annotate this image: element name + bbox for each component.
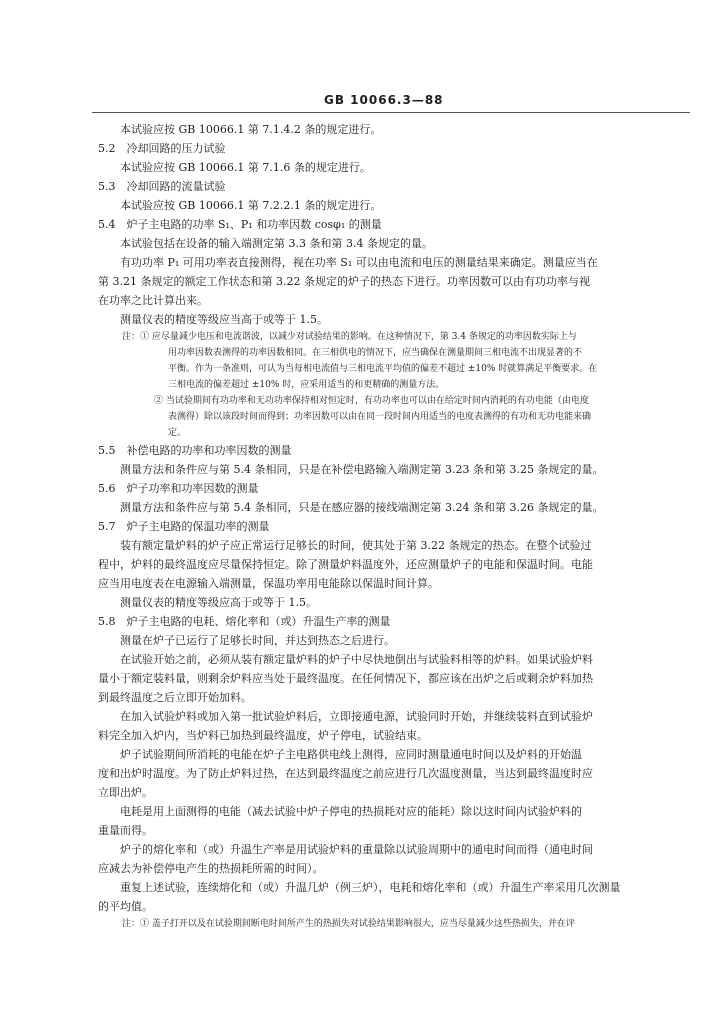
body-line: 5.8 炉子主电路的电耗、熔化率和（或）升温生产率的测量 bbox=[98, 615, 391, 628]
body-line: 应减去为补偿停电产生的热损耗所需的时间）。 bbox=[98, 862, 324, 875]
note-line: ② 当试验期间有功功率和无功功率保持相对恒定时，有功功率也可以由在给定时间内消耗的有功电能（由电度 bbox=[154, 396, 589, 406]
note-line: 注：① 盖子打开以及在试验期间断电时间所产生的热损失对试验结果影响很大，应当尽量减少这些热损失，并在评 bbox=[122, 919, 575, 929]
body-line: 到最终温度之后立即开始加料。 bbox=[98, 691, 252, 704]
document-body bbox=[98, 120, 688, 932]
body-line: 程中，炉料的最终温度应尽量保持恒定。除了测量炉料温度外，还应测量炉子的电能和保温时间。电能 bbox=[98, 558, 593, 571]
body-line: 5.7 炉子主电路的保温功率的测量 bbox=[98, 520, 270, 533]
body-line: 5.6 炉子功率和功率因数的测量 bbox=[98, 482, 259, 495]
note-line: 三相电流的偏差超过 ±10% 时，应采用适当的和更精确的测量方法。 bbox=[168, 380, 445, 390]
body-line: 5.2 冷却回路的压力试验 bbox=[98, 142, 226, 155]
body-line: 本试验应按 GB 10066.1 第 7.1.4.2 条的规定进行。 bbox=[120, 123, 382, 136]
body-line: 应当用电度表在电源输入端测量，保温功率用电能除以保温时间计算。 bbox=[98, 577, 439, 590]
standard-code-header: GB 10066.3—88 bbox=[324, 93, 444, 107]
body-line: 的平均值。 bbox=[98, 900, 153, 913]
body-line: 本试验包括在设备的输入端测定第 3.3 条和第 3.4 条规定的量。 bbox=[120, 237, 433, 250]
body-line: 测量方法和条件应与第 5.4 条相同，只是在感应器的接线端测定第 3.24 条和第 3.26 条规定的量。 bbox=[120, 501, 604, 514]
body-line: 5.5 补偿电路的功率和功率因数的测量 bbox=[98, 444, 292, 457]
body-line: 装有额定量炉料的炉子应正常运行足够长的时间，使其处于第 3.22 条规定的热态。在整个试验过 bbox=[120, 539, 592, 552]
body-line: 5.3 冷却回路的流量试验 bbox=[98, 180, 226, 193]
body-line: 立即出炉。 bbox=[98, 786, 153, 799]
body-line: 炉子的熔化率和（或）升温生产率是用试验炉料的重量除以试验周期中的通电时间而得（通电时间 bbox=[120, 843, 593, 856]
note-line: 注：① 应尽量减少电压和电流谐波，以减少对试验结果的影响。在这种情况下，第 3.4 条规定的功率因数实际上与 bbox=[122, 332, 577, 342]
body-line: 本试验应按 GB 10066.1 第 7.2.2.1 条的规定进行。 bbox=[120, 199, 382, 212]
body-line: 量小于额定装料量，则剩余炉料应当处于最终温度。在任何情况下，都应该在出炉之后或剩余炉料加热 bbox=[98, 672, 593, 685]
body-line: 有功功率 P₁ 可用功率表直接测得，视在功率 S₁ 可以由电流和电压的测量结果来确定。测量应当在 bbox=[120, 256, 598, 269]
body-line: 第 3.21 条规定的额定工作状态和第 3.22 条规定的炉子的热态下进行。功率因数可以由有功功率与视 bbox=[98, 275, 590, 288]
body-line: 在功率之比计算出来。 bbox=[98, 294, 208, 307]
body-line: 5.4 炉子主电路的功率 S₁、P₁ 和功率因数 cosφ₁ 的测量 bbox=[98, 218, 382, 231]
body-line: 在加入试验炉料或加入第一批试验炉料后，立即接通电源，试验同时开始，并继续装料直到试验炉 bbox=[120, 710, 593, 723]
body-line: 重量而得。 bbox=[98, 824, 153, 837]
body-line: 度和出炉时温度。为了防止炉料过热，在达到最终温度之前应进行几次温度测量，当达到最终温度时应 bbox=[98, 767, 593, 780]
body-line: 炉子试验期间所消耗的电能在炉子主电路供电线上测得，应同时测量通电时间以及炉料的开始温 bbox=[120, 748, 582, 761]
body-line: 在试验开始之前，必须从装有额定量炉料的炉子中尽快地倒出与试验料相等的炉料。如果试验炉料 bbox=[120, 653, 593, 666]
body-line: 测量仪表的精度等级应高于或等于 1.5。 bbox=[120, 596, 317, 609]
body-line: 测量方法和条件应与第 5.4 条相同，只是在补偿电路输入端测定第 3.23 条和第 3.25 条规定的量。 bbox=[120, 463, 604, 476]
body-line: 测量在炉子已运行了足够长时间，并达到热态之后进行。 bbox=[120, 634, 395, 647]
body-line: 重复上述试验，连续熔化和（或）升温几炉（例三炉），电耗和熔化率和（或）升温生产率采用几次测量 bbox=[120, 881, 621, 894]
body-line: 本试验应按 GB 10066.1 第 7.1.6 条的规定进行。 bbox=[120, 161, 371, 174]
body-line: 测量仪表的精度等级应当高于或等于 1.5。 bbox=[120, 313, 328, 326]
note-line: 定。 bbox=[168, 428, 187, 438]
body-line: 电耗是用上面测得的电能（减去试验中炉子停电的热损耗对应的能耗）除以这时间内试验炉料的 bbox=[120, 805, 582, 818]
header-rule bbox=[92, 112, 690, 113]
body-line: 料完全加入炉内，当炉料已加热到最终温度，炉子停电，试验结束。 bbox=[98, 729, 428, 742]
note-line: 平衡。作为一条准则，可认为当每相电流值与三相电流平均值的偏差不超过 ±10% 时就算满足平衡要求。在 bbox=[168, 364, 598, 374]
note-line: 表测得）除以该段时间而得到；功率因数可以由在同一段时间内用适当的电度表测得的有功和无功电能来确 bbox=[168, 412, 592, 422]
note-line: 用功率因数表测得的功率因数相同。在三相供电的情况下，应当确保在测量期间三相电流不出现显著的不 bbox=[168, 348, 583, 358]
